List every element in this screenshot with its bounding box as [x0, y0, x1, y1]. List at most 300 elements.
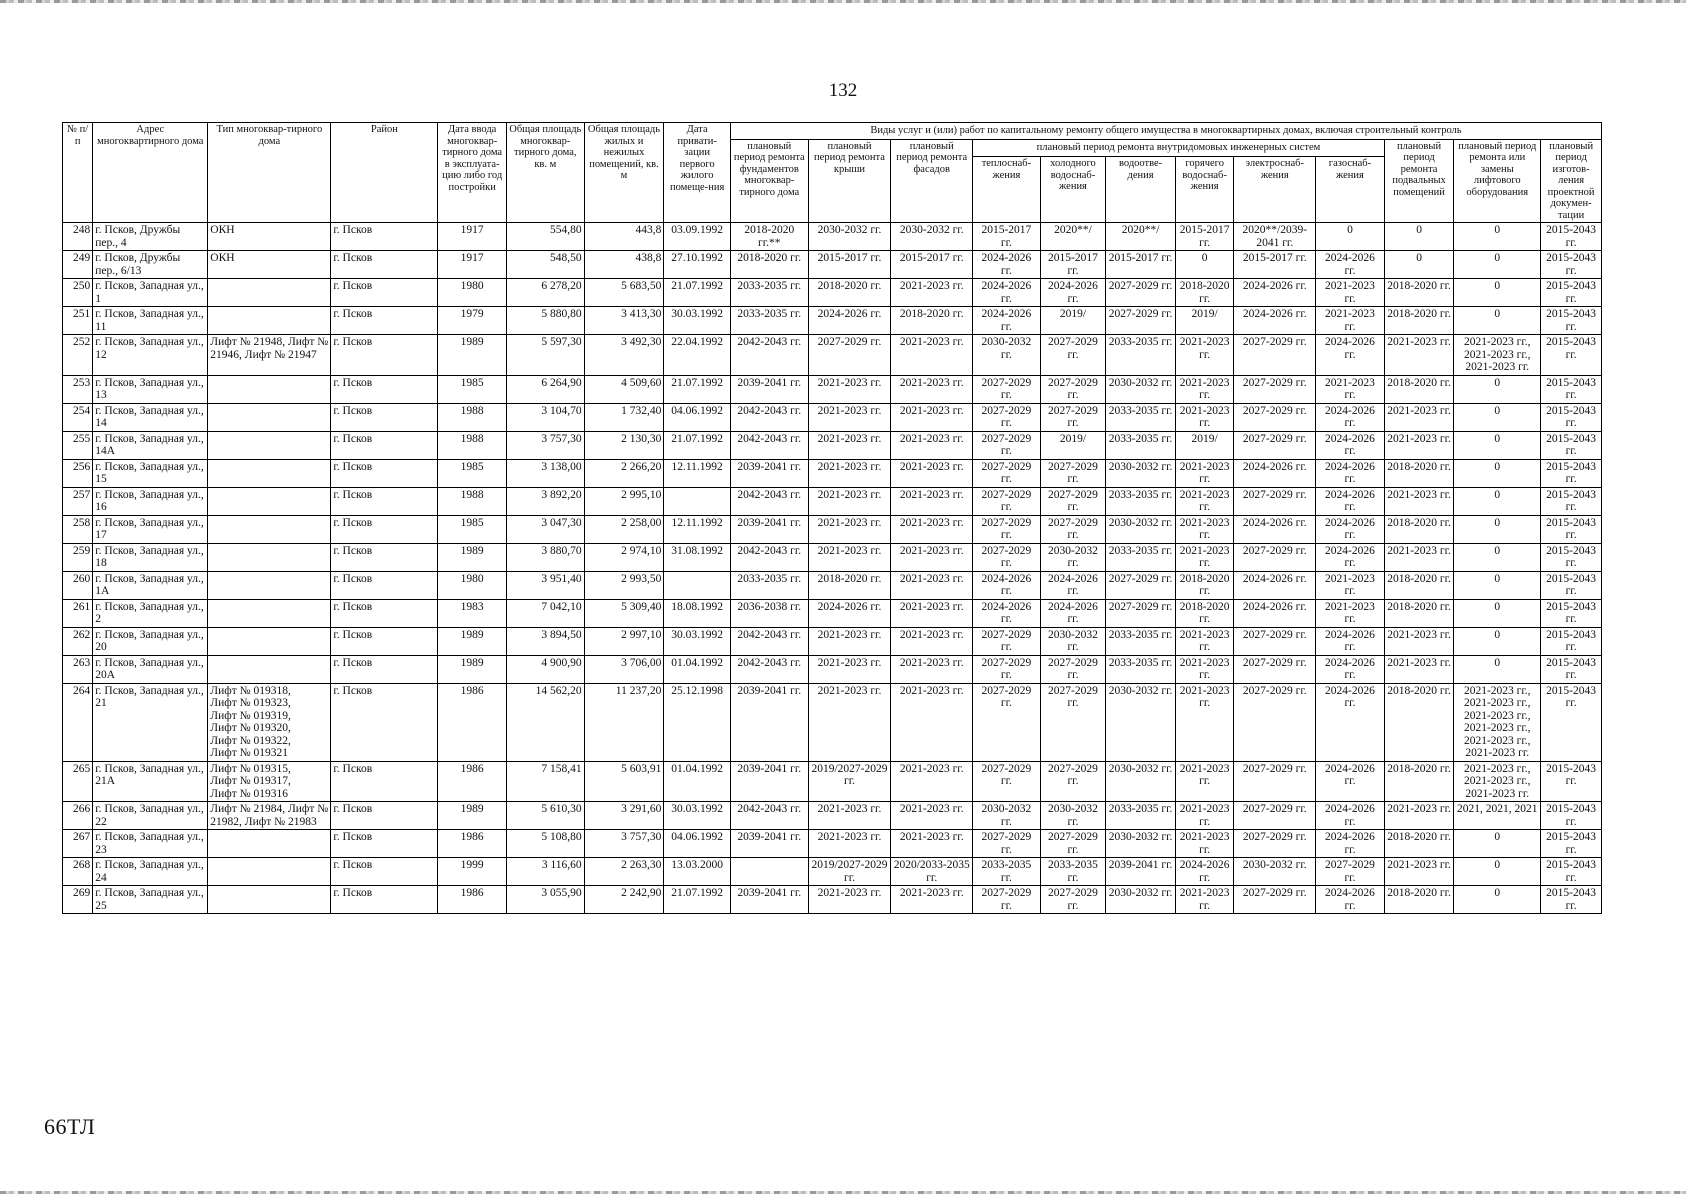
elevator-cell: 0 [1454, 515, 1541, 543]
project-cell: 2015-2043 гг. [1541, 459, 1602, 487]
roof-cell: 2021-2023 гг. [808, 683, 891, 761]
basement-cell: 2018-2020 гг. [1384, 459, 1454, 487]
roof-cell: 2021-2023 гг. [808, 655, 891, 683]
total-area-cell: 3 892,20 [506, 487, 584, 515]
document-code: 66ТЛ [44, 1114, 96, 1139]
elevator-cell: 0 [1454, 543, 1541, 571]
hot-water-cell: 2021-2023 гг. [1175, 655, 1234, 683]
gas-cell: 2024-2026 гг. [1316, 403, 1385, 431]
privatization-cell [664, 487, 731, 515]
heat-cell: 2024-2026 гг. [973, 571, 1041, 599]
foundation-cell: 2039-2041 гг. [730, 375, 808, 403]
electric-cell: 2027-2029 гг. [1234, 431, 1316, 459]
roof-cell: 2027-2029 гг. [808, 335, 891, 376]
total-area-cell: 3 757,30 [506, 431, 584, 459]
year-cell: 1986 [438, 830, 507, 858]
project-cell: 2015-2043 гг. [1541, 571, 1602, 599]
facade-cell: 2021-2023 гг. [891, 683, 973, 761]
heat-cell: 2027-2029 гг. [973, 431, 1041, 459]
project-cell: 2015-2043 гг. [1541, 515, 1602, 543]
basement-cell: 2021-2023 гг. [1384, 858, 1454, 886]
cold-water-cell: 2027-2029 гг. [1040, 886, 1106, 914]
project-cell: 2015-2043 гг. [1541, 655, 1602, 683]
drainage-cell: 2027-2029 гг. [1106, 571, 1176, 599]
living-area-cell: 1 732,40 [584, 403, 664, 431]
privatization-cell: 21.07.1992 [664, 431, 731, 459]
header-foundation: плановый период ремонта фундаментов многоквар-тирного дома [730, 139, 808, 223]
facade-cell: 2021-2023 гг. [891, 515, 973, 543]
cold-water-cell: 2030-2032 гг. [1040, 802, 1106, 830]
foundation-cell: 2039-2041 гг. [730, 886, 808, 914]
project-cell: 2015-2043 гг. [1541, 431, 1602, 459]
row-number: 267 [63, 830, 93, 858]
page-number: 132 [828, 80, 858, 101]
address-cell: г. Псков, Дружбы пер., 4 [93, 223, 208, 251]
drainage-cell: 2030-2032 гг. [1106, 515, 1176, 543]
district-cell: г. Псков [331, 335, 438, 376]
electric-cell: 2027-2029 гг. [1234, 335, 1316, 376]
drainage-cell: 2033-2035 гг. [1106, 487, 1176, 515]
facade-cell: 2021-2023 гг. [891, 543, 973, 571]
foundation-cell: 2039-2041 гг. [730, 459, 808, 487]
header-drainage: водоотве-дения [1106, 157, 1176, 223]
total-area-cell: 3 951,40 [506, 571, 584, 599]
row-number: 259 [63, 543, 93, 571]
table-row [63, 627, 1602, 655]
hot-water-cell: 2021-2023 гг. [1175, 683, 1234, 761]
type-cell [208, 307, 331, 335]
electric-cell: 2024-2026 гг. [1234, 571, 1316, 599]
electric-cell: 2027-2029 гг. [1234, 886, 1316, 914]
table-row [63, 251, 1602, 279]
address-cell: г. Псков, Западная ул., 24 [93, 858, 208, 886]
elevator-cell: 0 [1454, 251, 1541, 279]
living-area-cell: 2 242,90 [584, 886, 664, 914]
roof-cell: 2021-2023 гг. [808, 543, 891, 571]
basement-cell: 2018-2020 гг. [1384, 886, 1454, 914]
gas-cell: 2024-2026 гг. [1316, 515, 1385, 543]
basement-cell: 2021-2023 гг. [1384, 627, 1454, 655]
district-cell: г. Псков [331, 403, 438, 431]
cold-water-cell: 2027-2029 гг. [1040, 403, 1106, 431]
project-cell: 2015-2043 гг. [1541, 761, 1602, 802]
foundation-cell: 2039-2041 гг. [730, 683, 808, 761]
type-cell: Лифт № 019318, Лифт № 019323, Лифт № 019319, Лифт № 019320, Лифт № 019322, Лифт № 019321 [208, 683, 331, 761]
cold-water-cell: 2020**/ [1040, 223, 1106, 251]
total-area-cell: 3 055,90 [506, 886, 584, 914]
electric-cell: 2027-2029 гг. [1234, 655, 1316, 683]
facade-cell: 2021-2023 гг. [891, 335, 973, 376]
living-area-cell: 5 683,50 [584, 279, 664, 307]
table-row [63, 543, 1602, 571]
year-cell: 1988 [438, 403, 507, 431]
heat-cell: 2027-2029 гг. [973, 886, 1041, 914]
roof-cell: 2021-2023 гг. [808, 830, 891, 858]
electric-cell: 2015-2017 гг. [1234, 251, 1316, 279]
header-basement: плановый период ремонта подвальных помещений [1384, 139, 1454, 223]
year-cell: 1989 [438, 335, 507, 376]
year-cell: 1985 [438, 515, 507, 543]
electric-cell: 2027-2029 гг. [1234, 543, 1316, 571]
heat-cell: 2024-2026 гг. [973, 599, 1041, 627]
header-year: Дата ввода многоквар-тирного дома в эксплуата-цию либо год постройки [438, 123, 507, 223]
year-cell: 1989 [438, 627, 507, 655]
hot-water-cell: 2021-2023 гг. [1175, 543, 1234, 571]
heat-cell: 2027-2029 гг. [973, 459, 1041, 487]
cold-water-cell: 2027-2029 гг. [1040, 487, 1106, 515]
foundation-cell: 2039-2041 гг. [730, 830, 808, 858]
type-cell [208, 459, 331, 487]
hot-water-cell: 2018-2020 гг. [1175, 599, 1234, 627]
table-row [63, 830, 1602, 858]
electric-cell: 2027-2029 гг. [1234, 375, 1316, 403]
heat-cell: 2027-2029 гг. [973, 683, 1041, 761]
living-area-cell: 2 263,30 [584, 858, 664, 886]
district-cell: г. Псков [331, 487, 438, 515]
hot-water-cell: 2015-2017 гг. [1175, 223, 1234, 251]
drainage-cell: 2039-2041 гг. [1106, 858, 1176, 886]
type-cell: Лифт № 21984, Лифт № 21982, Лифт № 21983 [208, 802, 331, 830]
living-area-cell: 3 291,60 [584, 802, 664, 830]
district-cell: г. Псков [331, 683, 438, 761]
elevator-cell: 0 [1454, 886, 1541, 914]
electric-cell: 2024-2026 гг. [1234, 279, 1316, 307]
electric-cell: 2027-2029 гг. [1234, 802, 1316, 830]
foundation-cell: 2042-2043 гг. [730, 543, 808, 571]
living-area-cell: 5 603,91 [584, 761, 664, 802]
type-cell: Лифт № 21948, Лифт № 21946, Лифт № 21947 [208, 335, 331, 376]
type-cell [208, 858, 331, 886]
heat-cell: 2027-2029 гг. [973, 375, 1041, 403]
gas-cell: 2024-2026 гг. [1316, 886, 1385, 914]
drainage-cell: 2033-2035 гг. [1106, 543, 1176, 571]
year-cell: 1985 [438, 375, 507, 403]
address-cell: г. Псков, Западная ул., 1А [93, 571, 208, 599]
table-row [63, 886, 1602, 914]
heat-cell: 2027-2029 гг. [973, 487, 1041, 515]
facade-cell: 2021-2023 гг. [891, 279, 973, 307]
hot-water-cell: 2021-2023 гг. [1175, 375, 1234, 403]
table-row [63, 335, 1602, 376]
project-cell: 2015-2043 гг. [1541, 487, 1602, 515]
heat-cell: 2033-2035 гг. [973, 858, 1041, 886]
address-cell: г. Псков, Западная ул., 12 [93, 335, 208, 376]
project-cell: 2015-2043 гг. [1541, 858, 1602, 886]
total-area-cell: 5 880,80 [506, 307, 584, 335]
project-cell: 2015-2043 гг. [1541, 802, 1602, 830]
foundation-cell: 2039-2041 гг. [730, 515, 808, 543]
header-num: № п/п [63, 123, 93, 223]
elevator-cell: 0 [1454, 858, 1541, 886]
gas-cell: 2024-2026 гг. [1316, 459, 1385, 487]
privatization-cell: 25.12.1998 [664, 683, 731, 761]
facade-cell: 2021-2023 гг. [891, 375, 973, 403]
electric-cell: 2027-2029 гг. [1234, 683, 1316, 761]
foundation-cell: 2033-2035 гг. [730, 307, 808, 335]
header-works-group: Виды услуг и (или) работ по капитальному ремонту общего имущества в многоквартирных домах, включая строительный контроль [730, 123, 1601, 140]
type-cell [208, 830, 331, 858]
electric-cell: 2027-2029 гг. [1234, 627, 1316, 655]
project-cell: 2015-2043 гг. [1541, 307, 1602, 335]
electric-cell: 2027-2029 гг. [1234, 403, 1316, 431]
cold-water-cell: 2019/ [1040, 431, 1106, 459]
row-number: 265 [63, 761, 93, 802]
privatization-cell: 04.06.1992 [664, 403, 731, 431]
year-cell: 1979 [438, 307, 507, 335]
year-cell: 1983 [438, 599, 507, 627]
foundation-cell: 2042-2043 гг. [730, 403, 808, 431]
privatization-cell: 13.03.2000 [664, 858, 731, 886]
elevator-cell: 0 [1454, 279, 1541, 307]
elevator-cell: 0 [1454, 627, 1541, 655]
district-cell: г. Псков [331, 515, 438, 543]
total-area-cell: 3 104,70 [506, 403, 584, 431]
total-area-cell: 5 597,30 [506, 335, 584, 376]
year-cell: 1986 [438, 886, 507, 914]
table-row [63, 599, 1602, 627]
foundation-cell: 2042-2043 гг. [730, 431, 808, 459]
hot-water-cell: 2021-2023 гг. [1175, 459, 1234, 487]
facade-cell: 2021-2023 гг. [891, 830, 973, 858]
year-cell: 1986 [438, 683, 507, 761]
facade-cell: 2021-2023 гг. [891, 459, 973, 487]
elevator-cell: 0 [1454, 830, 1541, 858]
row-number: 258 [63, 515, 93, 543]
table-row [63, 515, 1602, 543]
heat-cell: 2027-2029 гг. [973, 515, 1041, 543]
facade-cell: 2021-2023 гг. [891, 761, 973, 802]
foundation-cell [730, 858, 808, 886]
address-cell: г. Псков, Западная ул., 14 [93, 403, 208, 431]
electric-cell: 2024-2026 гг. [1234, 459, 1316, 487]
year-cell: 1917 [438, 251, 507, 279]
header-systems-group: плановый период ремонта внутридомовых инженерных систем [973, 139, 1385, 157]
privatization-cell: 01.04.1992 [664, 655, 731, 683]
privatization-cell: 21.07.1992 [664, 375, 731, 403]
project-cell: 2015-2043 гг. [1541, 627, 1602, 655]
drainage-cell: 2030-2032 гг. [1106, 761, 1176, 802]
header-address: Адрес многоквартирного дома [93, 123, 208, 223]
row-number: 262 [63, 627, 93, 655]
row-number: 255 [63, 431, 93, 459]
privatization-cell: 18.08.1992 [664, 599, 731, 627]
total-area-cell: 3 138,00 [506, 459, 584, 487]
header-facade: плановый период ремонта фасадов [891, 139, 973, 223]
address-cell: г. Псков, Западная ул., 20 [93, 627, 208, 655]
cold-water-cell: 2027-2029 гг. [1040, 830, 1106, 858]
address-cell: г. Псков, Западная ул., 14А [93, 431, 208, 459]
type-cell [208, 515, 331, 543]
row-number: 250 [63, 279, 93, 307]
elevator-cell: 0 [1454, 655, 1541, 683]
foundation-cell: 2042-2043 гг. [730, 335, 808, 376]
type-cell [208, 279, 331, 307]
basement-cell: 2018-2020 гг. [1384, 515, 1454, 543]
hot-water-cell: 2021-2023 гг. [1175, 403, 1234, 431]
hot-water-cell: 2019/ [1175, 307, 1234, 335]
project-cell: 2015-2043 гг. [1541, 599, 1602, 627]
type-cell [208, 599, 331, 627]
living-area-cell: 2 993,50 [584, 571, 664, 599]
housing-repair-table [62, 122, 1602, 914]
project-cell: 2015-2043 гг. [1541, 375, 1602, 403]
table-row [63, 459, 1602, 487]
roof-cell: 2021-2023 гг. [808, 375, 891, 403]
row-number: 269 [63, 886, 93, 914]
hot-water-cell: 2021-2023 гг. [1175, 515, 1234, 543]
hot-water-cell: 2018-2020 гг. [1175, 279, 1234, 307]
privatization-cell: 27.10.1992 [664, 251, 731, 279]
district-cell: г. Псков [331, 251, 438, 279]
table-row [63, 655, 1602, 683]
gas-cell: 2024-2026 гг. [1316, 251, 1385, 279]
row-number: 261 [63, 599, 93, 627]
heat-cell: 2027-2029 гг. [973, 830, 1041, 858]
district-cell: г. Псков [331, 599, 438, 627]
drainage-cell: 2030-2032 гг. [1106, 683, 1176, 761]
basement-cell: 2021-2023 гг. [1384, 655, 1454, 683]
project-cell: 2015-2043 гг. [1541, 683, 1602, 761]
header-district: Район [331, 123, 438, 223]
heat-cell: 2024-2026 гг. [973, 279, 1041, 307]
address-cell: г. Псков, Западная ул., 1 [93, 279, 208, 307]
heat-cell: 2027-2029 гг. [973, 543, 1041, 571]
drainage-cell: 2020**/ [1106, 223, 1176, 251]
roof-cell: 2030-2032 гг. [808, 223, 891, 251]
hot-water-cell: 2021-2023 гг. [1175, 886, 1234, 914]
facade-cell: 2021-2023 гг. [891, 627, 973, 655]
row-number: 260 [63, 571, 93, 599]
header-project: плановый период изготов-ления проектной докумен-тации [1541, 139, 1602, 223]
facade-cell: 2021-2023 гг. [891, 487, 973, 515]
elevator-cell: 2021, 2021, 2021 [1454, 802, 1541, 830]
table-body [63, 223, 1602, 914]
year-cell: 1980 [438, 279, 507, 307]
basement-cell: 0 [1384, 251, 1454, 279]
header-total-area: Общая площадь многоквар-тирного дома, кв. м [506, 123, 584, 223]
gas-cell: 2024-2026 гг. [1316, 627, 1385, 655]
year-cell: 1999 [438, 858, 507, 886]
year-cell: 1985 [438, 459, 507, 487]
address-cell: г. Псков, Западная ул., 21 [93, 683, 208, 761]
address-cell: г. Псков, Западная ул., 22 [93, 802, 208, 830]
drainage-cell: 2033-2035 гг. [1106, 431, 1176, 459]
table-row [63, 431, 1602, 459]
project-cell: 2015-2043 гг. [1541, 251, 1602, 279]
hot-water-cell: 2021-2023 гг. [1175, 761, 1234, 802]
roof-cell: 2021-2023 гг. [808, 459, 891, 487]
row-number: 253 [63, 375, 93, 403]
table-row [63, 403, 1602, 431]
electric-cell: 2024-2026 гг. [1234, 599, 1316, 627]
foundation-cell: 2036-2038 гг. [730, 599, 808, 627]
privatization-cell: 12.11.1992 [664, 459, 731, 487]
facade-cell: 2021-2023 гг. [891, 431, 973, 459]
living-area-cell: 2 997,10 [584, 627, 664, 655]
basement-cell: 2018-2020 гг. [1384, 279, 1454, 307]
year-cell: 1917 [438, 223, 507, 251]
address-cell: г. Псков, Западная ул., 2 [93, 599, 208, 627]
roof-cell: 2021-2023 гг. [808, 627, 891, 655]
hot-water-cell: 2021-2023 гг. [1175, 802, 1234, 830]
gas-cell: 2027-2029 гг. [1316, 858, 1385, 886]
cold-water-cell: 2030-2032 гг. [1040, 627, 1106, 655]
drainage-cell: 2030-2032 гг. [1106, 459, 1176, 487]
hot-water-cell: 2024-2026 гг. [1175, 858, 1234, 886]
privatization-cell: 12.11.1992 [664, 515, 731, 543]
table-row [63, 858, 1602, 886]
cold-water-cell: 2024-2026 гг. [1040, 279, 1106, 307]
living-area-cell: 4 509,60 [584, 375, 664, 403]
living-area-cell: 2 974,10 [584, 543, 664, 571]
living-area-cell: 2 258,00 [584, 515, 664, 543]
district-cell: г. Псков [331, 802, 438, 830]
facade-cell: 2021-2023 гг. [891, 655, 973, 683]
scan-edge-bottom [0, 1191, 1686, 1194]
gas-cell: 2024-2026 гг. [1316, 683, 1385, 761]
living-area-cell: 3 492,30 [584, 335, 664, 376]
basement-cell: 2018-2020 гг. [1384, 375, 1454, 403]
electric-cell: 2024-2026 гг. [1234, 307, 1316, 335]
type-cell [208, 655, 331, 683]
address-cell: г. Псков, Западная ул., 23 [93, 830, 208, 858]
header-gas: газоснаб-жения [1316, 157, 1385, 223]
heat-cell: 2024-2026 гг. [973, 307, 1041, 335]
table-row [63, 487, 1602, 515]
gas-cell: 2024-2026 гг. [1316, 830, 1385, 858]
row-number: 266 [63, 802, 93, 830]
header-roof: плановый период ремонта крыши [808, 139, 891, 223]
total-area-cell: 3 116,60 [506, 858, 584, 886]
heat-cell: 2027-2029 гг. [973, 627, 1041, 655]
basement-cell: 2021-2023 гг. [1384, 802, 1454, 830]
living-area-cell: 3 757,30 [584, 830, 664, 858]
privatization-cell: 22.04.1992 [664, 335, 731, 376]
heat-cell: 2015-2017 гг. [973, 223, 1041, 251]
facade-cell: 2021-2023 гг. [891, 403, 973, 431]
year-cell: 1989 [438, 802, 507, 830]
row-number: 254 [63, 403, 93, 431]
living-area-cell: 3 706,00 [584, 655, 664, 683]
project-cell: 2015-2043 гг. [1541, 223, 1602, 251]
hot-water-cell: 2021-2023 гг. [1175, 830, 1234, 858]
living-area-cell: 2 266,20 [584, 459, 664, 487]
basement-cell: 2018-2020 гг. [1384, 761, 1454, 802]
district-cell: г. Псков [331, 543, 438, 571]
drainage-cell: 2027-2029 гг. [1106, 279, 1176, 307]
hot-water-cell: 0 [1175, 251, 1234, 279]
gas-cell: 2021-2023 гг. [1316, 279, 1385, 307]
privatization-cell: 01.04.1992 [664, 761, 731, 802]
address-cell: г. Псков, Западная ул., 15 [93, 459, 208, 487]
table-row [63, 375, 1602, 403]
address-cell: г. Псков, Западная ул., 17 [93, 515, 208, 543]
roof-cell: 2021-2023 гг. [808, 886, 891, 914]
total-area-cell: 3 894,50 [506, 627, 584, 655]
basement-cell: 2018-2020 гг. [1384, 599, 1454, 627]
row-number: 268 [63, 858, 93, 886]
district-cell: г. Псков [331, 431, 438, 459]
foundation-cell: 2042-2043 гг. [730, 802, 808, 830]
living-area-cell: 11 237,20 [584, 683, 664, 761]
privatization-cell: 30.03.1992 [664, 802, 731, 830]
facade-cell: 2021-2023 гг. [891, 802, 973, 830]
elevator-cell: 2021-2023 гг., 2021-2023 гг., 2021-2023 гг., 2021-2023 гг., 2021-2023 гг., 2021-2023 гг. [1454, 683, 1541, 761]
facade-cell: 2015-2017 гг. [891, 251, 973, 279]
project-cell: 2015-2043 гг. [1541, 886, 1602, 914]
basement-cell: 2021-2023 гг. [1384, 487, 1454, 515]
privatization-cell [664, 571, 731, 599]
